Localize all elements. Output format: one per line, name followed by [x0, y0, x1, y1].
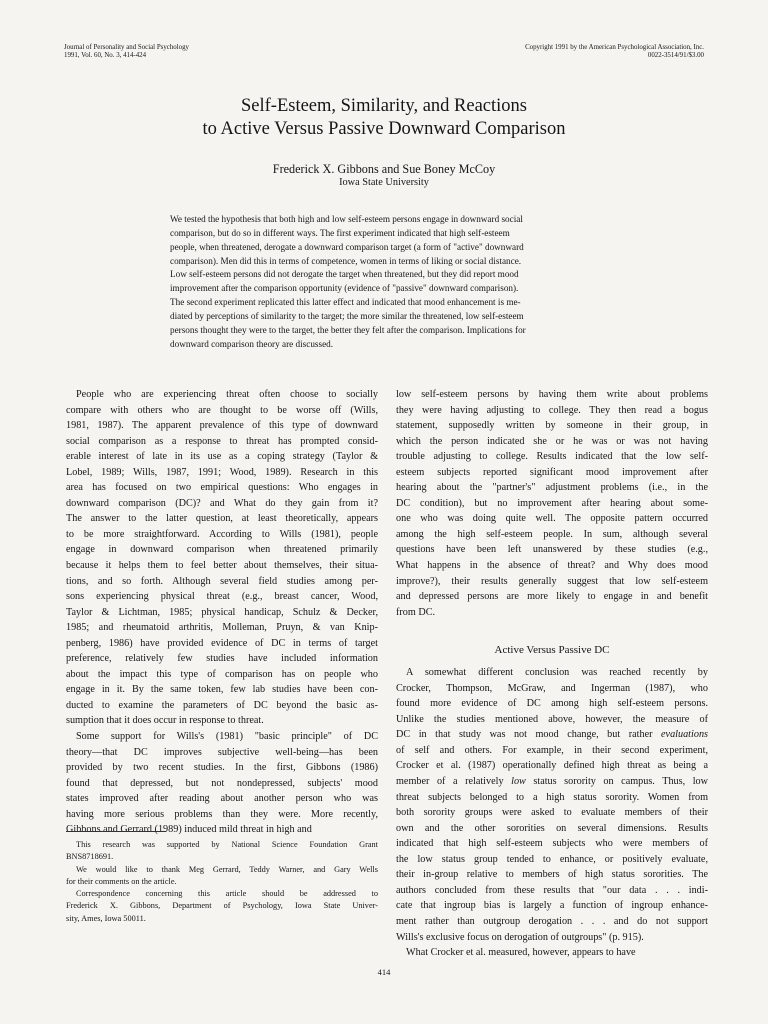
- text-line: preference, relatively few studies have included information: [66, 653, 378, 665]
- text-line: Wills's exclusive focus on derogation of outgroups" (p. 915).: [396, 931, 644, 943]
- text-line: because it helps them to feel better about themselves, their situa-: [66, 560, 378, 572]
- text-line: sons experiencing physical threat (e.g., breast cancer, Wood,: [66, 591, 378, 603]
- text-line: Crocker, Thompson, McGraw, and Ingerman (1987), who: [396, 682, 708, 694]
- text-line: comparison, but do so in different ways. The first experiment indicated that high self-esteem: [170, 227, 510, 238]
- text-line: engage in it. By the same token, few lab studies have been con-: [66, 684, 378, 696]
- section-heading: Active Versus Passive DC: [494, 644, 610, 657]
- text-line: persons thought they were to the target, the better they felt after the comparison. Implications for: [170, 324, 526, 335]
- text-line: area has focused on two empirical questions: Who engages in: [66, 482, 378, 494]
- journal-citation: 1991, Vol. 60, No. 3, 414-424: [64, 52, 147, 60]
- text-line: to be more straightforward. According to Wills (1981), people: [66, 528, 378, 540]
- text-line: low self-esteem persons by having them write about problems: [396, 389, 708, 400]
- body-text-left: [66, 387, 378, 838]
- text-line: DC condition), but no improvement after hearing about some-: [396, 497, 708, 509]
- text-line: We would like to thank Meg Gerrard, Teddy Warner, and Gary Wells: [76, 864, 378, 874]
- text-line: DC in that study was not mood change, but rather evaluations: [396, 729, 708, 741]
- text-line: about the impact this type of comparison has on people who: [66, 668, 378, 680]
- text-line: downward comparison theory are discussed.: [170, 338, 334, 349]
- text-line: states improved after reading about another person who was: [66, 793, 378, 805]
- text-line: member of a relatively low status sorority on campus. Thus, low: [396, 776, 708, 788]
- text-line: ducted to examine the parameters of DC beyond the basic as-: [66, 699, 378, 711]
- text-line: ment rather than outgroup derogation . . . and do not support: [396, 915, 708, 927]
- text-line: BNS8718691.: [66, 852, 114, 862]
- text-line: penberg, 1986) have provided evidence of DC in terms of target: [66, 637, 378, 649]
- text-line: Frederick X. Gibbons, Department of Psychology, Iowa State Univer-: [66, 901, 378, 911]
- text-line: threat subjects belonged to a high status sorority. Women from: [396, 791, 708, 803]
- text-line: hearing about the "partner's" adjustment problems (i.e., in the: [396, 482, 708, 494]
- text-line: theory—that DC improves subjective well-being—has been: [66, 746, 378, 758]
- text-line: indicated that high self-esteem subjects who were members of: [396, 838, 708, 850]
- footnotes: [66, 839, 378, 925]
- title-line-1: Self-Esteem, Similarity, and Reactions: [240, 96, 527, 116]
- running-header-left: [64, 44, 189, 60]
- text-line: compare with others who are thought to be worse off (Wills,: [66, 404, 378, 416]
- text-line: both sorority groups were asked to evaluate members of their: [396, 807, 708, 819]
- left-column: [66, 387, 378, 838]
- text-line: improvement after the comparison opportunity (evidence of "passive" downward comparison).: [170, 283, 519, 294]
- text-line: they were having adjusting to college. They then read a bogus: [396, 404, 708, 416]
- text-line: authors concluded from these results that "our data . . . indi-: [396, 884, 708, 896]
- running-header-right: [525, 44, 704, 60]
- body-text-right-top: [396, 387, 708, 620]
- text-line: provided by two recent studies. In the first, Gibbons (1986): [66, 762, 378, 774]
- text-line: 1985; and rheumatoid arthritis, Molleman, Pruyn, & van Knip-: [66, 622, 378, 634]
- text-line: social comparison as a response to threat has prompted consid-: [66, 435, 378, 447]
- text-line: their in-group relative to members of high status sororities. The: [396, 869, 708, 881]
- text-line: A somewhat different conclusion was reached recently by: [406, 667, 708, 679]
- journal-name: Journal of Personality and Social Psychology: [64, 44, 189, 51]
- text-line: statement, supposedly written by someone in their group, in: [396, 420, 708, 432]
- text-line: downward comparison (DC)? and What do they gain from it?: [66, 497, 378, 509]
- text-line: We tested the hypothesis that both high and low self-esteem persons engage in downward social: [170, 214, 523, 224]
- text-line: sity, Ames, Iowa 50011.: [66, 913, 146, 923]
- text-line: Gibbons and Gerrard (1989) induced mild threat in high and: [66, 824, 312, 836]
- text-line: Unlike the studies mentioned above, however, the measure of: [396, 713, 708, 725]
- text-line: people, when threatened, derogate a downward comparison target (a form of "active" downward: [170, 241, 524, 252]
- footnote-divider: [66, 831, 166, 832]
- text-line: found more evidence of DC among high self-esteem persons.: [396, 698, 708, 710]
- text-line: found that depressed, but not nondepressed, subjects' mood: [66, 777, 378, 789]
- text-line: erable interest of late in its use as a coping strategy (Taylor &: [66, 451, 378, 463]
- text-line: trouble adjusting to college. Results indicated that the low self-: [396, 451, 708, 463]
- text-line: Lobel, 1989; Wills, 1987, 1991; Wood, 1989). Research in this: [66, 466, 378, 478]
- title-line-2: to Active Versus Passive Downward Comparison: [202, 119, 566, 139]
- text-line: sumption that it does occur in response to threat.: [66, 715, 264, 727]
- text-line: for their comments on the article.: [66, 876, 177, 886]
- text-line: among the high self-esteem people. In sum, although several: [396, 528, 708, 540]
- text-line: which the person indicated she or he was or was not having: [396, 435, 708, 447]
- text-line: The answer to the latter question, at least theoretically, appears: [66, 513, 378, 525]
- authors: Frederick X. Gibbons and Sue Boney McCoy: [272, 162, 496, 176]
- text-line: improve?), their results generally suggest that low self-esteem: [396, 575, 708, 587]
- text-line: esteem subjects reported significant mood improvement after: [396, 466, 708, 478]
- text-line: What happens in the absence of threat? and Why does mood: [396, 560, 708, 572]
- text-line: This research was supported by National Science Foundation Grant: [76, 840, 378, 849]
- article-title: [64, 95, 704, 141]
- text-line: engage in downward comparison when threatened primarily: [66, 544, 378, 556]
- text-line: Crocker et al. (1987) operationally defined high threat as being a: [396, 760, 708, 772]
- issn-line: 0022-3514/91/$3.00: [647, 52, 704, 60]
- text-line: and depressed persons are more likely to engage in and benefit: [396, 591, 708, 603]
- text-line: Taylor & Lichtman, 1985; physical handicap, Schulz & Decker,: [66, 606, 378, 618]
- page-number: 414: [377, 967, 391, 977]
- text-line: 1981, 1987). The apparent prevalence of this type of downward: [66, 420, 378, 432]
- text-line: Correspondence concerning this article should be addressed to: [76, 889, 378, 899]
- text-line: one who was doing quite well. The opposite pattern occurred: [396, 513, 708, 525]
- section-spacer: [396, 620, 708, 643]
- text-line: comparison). Men did this in terms of competence, women in terms of liking or social distance.: [170, 255, 522, 266]
- abstract: [170, 213, 598, 351]
- right-column: [396, 387, 708, 961]
- text-line: cate that ingroup bias is largely a function of ingroup enhance-: [396, 900, 708, 912]
- affiliation: Iowa State University: [339, 177, 429, 188]
- text-line: The second experiment replicated this latter effect and indicated that mood enhancement is me-: [170, 297, 521, 308]
- text-line: What Crocker et al. measured, however, appears to have: [406, 947, 636, 959]
- body-text-right-bottom: [396, 665, 708, 960]
- text-line: Some support for Wills's (1981) "basic principle" of DC: [76, 731, 378, 743]
- text-line: questions have been left unanswered by these studies (e.g.,: [396, 544, 708, 556]
- text-line: own and the other sororities on several dimensions. Results: [396, 822, 708, 834]
- text-line: Low self-esteem persons did not derogate the target when threatened, but they did report mood: [170, 269, 519, 280]
- text-line: tions, and so forth. Although several field studies among per-: [66, 575, 378, 587]
- text-line: People who are experiencing threat often choose to socially: [76, 389, 378, 400]
- text-line: having more serious problems than they were. More recently,: [66, 808, 378, 820]
- text-line: from DC.: [396, 606, 436, 618]
- text-line: diated by perceptions of similarity to the target; the more similar the threatened, low self-esteem: [170, 310, 524, 321]
- text-line: of self and others. For example, in their second experiment,: [396, 744, 708, 756]
- text-line: the low status group tended to enhance, or positively evaluate,: [396, 853, 708, 865]
- copyright-line: Copyright 1991 by the American Psychological Association, Inc.: [525, 44, 704, 51]
